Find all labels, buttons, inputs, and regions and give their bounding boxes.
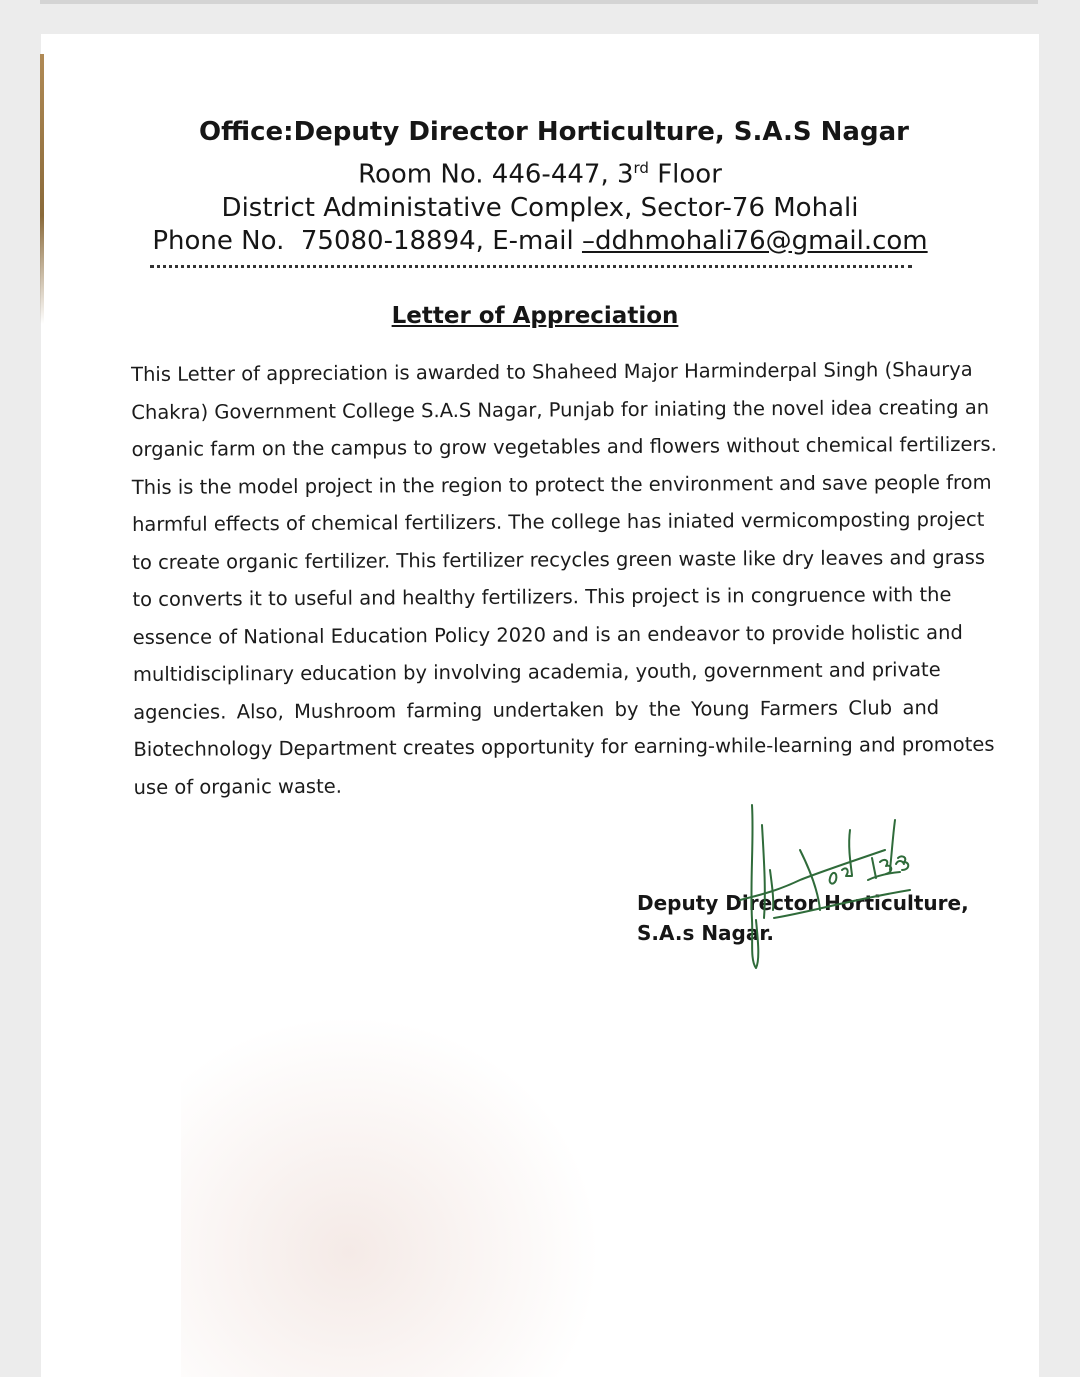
body-line: This Letter of appreciation is awarded to Shaheed Major Harminderpal Singh (Shaurya	[131, 357, 973, 386]
dotted-divider	[150, 265, 912, 268]
body-line: multidisciplinary education by involving academia, youth, government and private	[132, 658, 941, 686]
body-line: organic farm on the campus to grow vegetables and flowers without chemical fertilizers.	[131, 432, 997, 461]
room-line: Room No. 446-447, 3rd Floor	[358, 159, 722, 190]
handwritten-signature	[700, 800, 940, 975]
body-line: to converts it to useful and healthy fertilizers. This project is in congruence with the	[132, 582, 952, 611]
top-divider	[40, 0, 1038, 4]
body-line: use of organic waste.	[133, 774, 342, 799]
complex-line: District Administative Complex, Sector-76 Mohali	[221, 192, 859, 223]
body-line: Biotechnology Department creates opportunity for earning-while-learning and promotes	[133, 732, 995, 761]
letter-title: Letter of Appreciation	[391, 303, 679, 329]
body-line: essence of National Education Policy 2020 and is an endeavor to provide holistic and	[132, 620, 963, 649]
email-link[interactable]: –ddhmohali76@gmail.com	[581, 225, 928, 256]
signatory-location: S.A.s Nagar.	[637, 921, 774, 945]
body-line: This is the model project in the region to protect the environment and save people from	[131, 470, 992, 499]
office-title: Office:Deputy Director Horticulture, S.A.S Nagar	[199, 117, 909, 147]
signatory-designation: Deputy Director Horticulture,	[637, 891, 969, 915]
body-line: agencies. Also, Mushroom farming undertaken by the Young Farmers Club and	[133, 695, 940, 724]
letter-body	[131, 351, 997, 806]
body-line: to create organic fertilizer. This fertilizer recycles green waste like dry leaves and grass	[132, 545, 986, 574]
letterhead	[0, 112, 1080, 258]
body-line: harmful effects of chemical fertilizers. The college has iniated vermicomposting project	[131, 507, 985, 536]
body-line: Chakra) Government College S.A.S Nagar, Punjab for iniating the novel idea creating an	[131, 395, 990, 424]
contact-line: Phone No. 75080-18894, E-mail –ddhmohali76@gmail.com	[152, 225, 928, 256]
paper-stain	[181, 1014, 601, 1377]
